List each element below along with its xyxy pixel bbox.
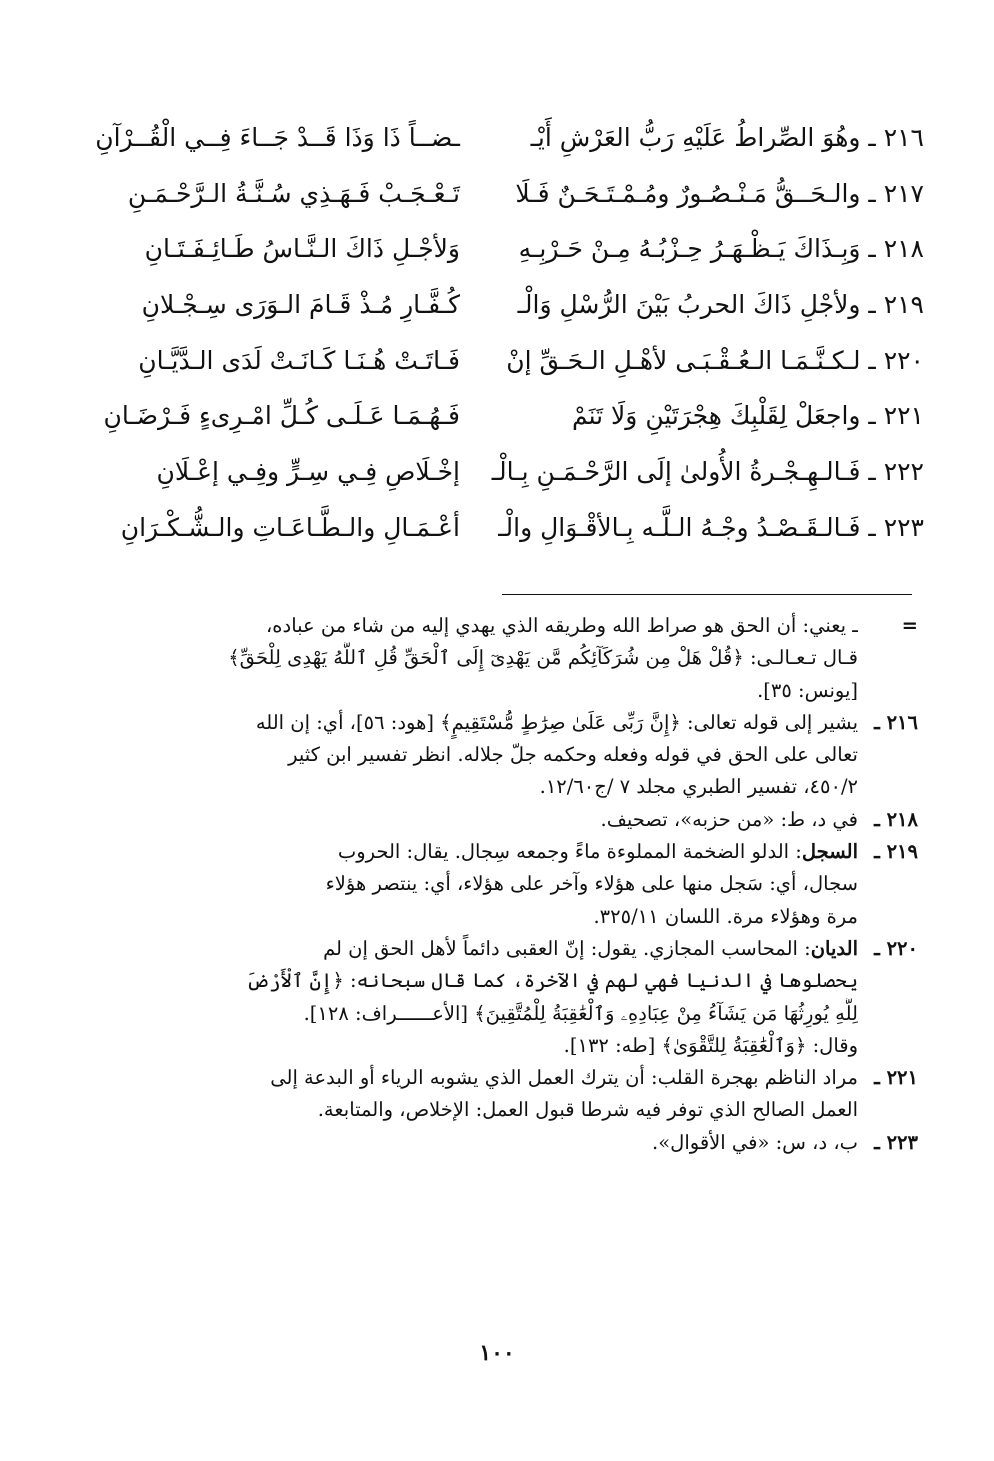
footnote-number: ٢١٩ ـ (874, 840, 918, 864)
verse-216-second-hemistich: ـضــاً ذَا وَذَا قَــدْ جَــاءَ فِــي الْقُــرْآنِ (95, 123, 460, 152)
verse-222 (40, 444, 924, 500)
footnotes (58, 610, 918, 1159)
verse-221-first-hemistich: ٢٢١ ـ واجعَلْ لِقَلْبِكَ هِجْرَتَيْنِ وَلَا تَنَمْ (571, 401, 924, 431)
footnote-number: ٢٢١ ـ (874, 1066, 918, 1090)
footnote-number: ٢٢٣ ـ (874, 1130, 918, 1154)
verse-217 (40, 166, 924, 222)
footnote-line: سجال، أي: سَجل منها على هؤلاء وآخر على هؤلاء، أي: ينتصر هؤلاء (325, 872, 858, 896)
footnote-221 (58, 1062, 918, 1127)
verse-219-second-hemistich: كُـفَّـارِ مُـذْ قَـامَ الـوَرَى سِـجْـلانِ (141, 290, 460, 320)
verse-223 (40, 500, 924, 556)
verse-219 (40, 277, 924, 333)
footnote-220 (58, 933, 918, 1062)
verse-223-second-hemistich: أعْـمَـالِ والـطَّـاعَـاتِ والـشُّـكْـرَانِ (120, 512, 460, 542)
verse-217-second-hemistich: تَـعْـجَـبْ فَـهَـذِي سُـنَّـةُ الـرَّحْـمَـنِ (127, 178, 460, 208)
footnote-223 (58, 1127, 918, 1159)
page-number: ١٠٠ (479, 1340, 515, 1366)
footnote-line (58, 933, 858, 965)
verse-220 (40, 333, 924, 389)
footnote-continued (58, 610, 918, 707)
verse-220-first-hemistich: ٢٢٠ ـ لـكـنَّـمَـا الـعُـقْـبَـى لأهْـلِ الـحَـقِّ إنْ (506, 345, 924, 375)
verse-223-first-hemistich: ٢٢٣ ـ فَـالـقَـصْـدُ وجْـهُ الـلَّـه بِـالأقْـوَالِ والْـ (498, 512, 924, 542)
footnote-line: مراد الناظم بهجرة القلب: أن يترك العمل الذي يشوبه الرياء أو البدعة إلى (270, 1066, 858, 1090)
defined-term: الديان (810, 936, 858, 960)
footnote-number: ٢٢٠ ـ (874, 936, 918, 960)
footnote-number: ٢١٨ ـ (874, 807, 918, 831)
footnote-line: تعالى على الحق في قوله وفعله وحكمه جلّ جلاله. انظر تفسير ابن كثير (288, 743, 858, 767)
footnote-line (58, 836, 858, 868)
defined-term: السجل (801, 840, 858, 864)
verse-217-first-hemistich: ٢١٧ ـ والـحَــقُّ مَـنْـصُـورٌ ومُـمْـتَـحَـنٌ فَـلَا (515, 178, 924, 208)
verse-222-second-hemistich: إخْـلَاصِ فِـي سِـرٍّ وفِـي إعْـلَانِ (156, 457, 460, 487)
verse-218 (40, 221, 924, 277)
footnote-line: ب، د، س: «في الأقوال». (652, 1130, 858, 1154)
footnote-line: مرة وهؤلاء مرة. اللسان ٣٢٥/١١. (593, 904, 858, 928)
verse-221 (40, 388, 924, 444)
footnote-line: قـال تـعـالـى: ﴿قُلْ هَلْ مِن شُرَكَآئِكُم مَّن يَهْدِىٓ إِلَى ٱلْحَقِّ قُلِ ٱللَّهُ يَهْدِى لِلْحَقِّ﴾ (228, 646, 858, 670)
footnote-line: ـ يعني: أن الحق هو صراط الله وطريقه الذي يهدي إليه من شاء من عباده، (266, 614, 858, 637)
footnote-line: في د، ط: «من حزبه»، تصحيف. (600, 807, 858, 831)
footnote-line: ٤٥٠/٢، تفسير الطبري مجلد ٧ /ج١٢/٦٠. (539, 775, 858, 799)
definition-text: : المحاسب المجازي. يقول: إنّ العقبى دائماً لأهل الحق إن لم (323, 936, 811, 960)
footnote-line: يحصلوها في الدنيا فهي لهم في الآخرة، كما قال سبحانه: ﴿إِنَّ ٱلْأَرْضَ (246, 969, 858, 993)
footnote-line: يشير إلى قوله تعالى: ﴿إِنَّ رَبِّى عَلَىٰ صِرَٰطٍ مُّسْتَقِيمٍ﴾ [هود: ٥٦]، أي: إن الله (255, 710, 858, 734)
verse-218-first-hemistich: ٢١٨ ـ وَبِـذَاكَ يَـظْـهَـرُ حِـزْبُـهُ مِـنْ حَـرْبِـهِ (518, 234, 924, 264)
verse-216 (40, 110, 924, 166)
footnote-line: لِلَّهِ يُورِثُهَا مَن يَشَآءُ مِنْ عِبَادِهِۦ وَٱلْعَٰقِبَةُ لِلْمُتَّقِينَ﴾ [الأعــــــراف: ١٢٨]. (303, 1001, 858, 1025)
footnote-line: [يونس: ٣٥]. (757, 678, 858, 702)
poem-verses (40, 110, 924, 556)
footnote-219 (58, 836, 918, 933)
verse-221-second-hemistich: فَـهُـمَـا عَـلَـى كُـلِّ امْـرِىءٍ فَـرْضَـانِ (103, 401, 460, 431)
footnote-218 (58, 804, 918, 836)
footnote-number: = (901, 614, 918, 637)
footnote-line: العمل الصالح الذي توفر فيه شرطا قبول العمل: الإخلاص، والمتابعة. (317, 1098, 858, 1122)
verse-220-second-hemistich: فَـاتَـتْ هُـنَـا كَـانَـتْ لَدَى الـدَّيَّـانِ (138, 345, 460, 375)
verse-216-first-hemistich: ٢١٦ ـ وهُوَ الصِّراطُ عَلَيْهِ رَبُّ العَرْشِ أَيْـ (530, 123, 924, 152)
verse-219-first-hemistich: ٢١٩ ـ ولأجْلِ ذَاكَ الحربُ بَيْنَ الرُّسْلِ وَالْـ (517, 290, 924, 320)
verse-222-first-hemistich: ٢٢٢ ـ فَـالـهِـجْـرةُ الأُولىٰ إلَى الرَّحْـمَـنِ بِـالْـ (491, 457, 924, 487)
footnote-number: ٢١٦ ـ (874, 710, 918, 734)
footnote-216 (58, 707, 918, 804)
footnote-line: وقال: ﴿وَٱلْعَٰقِبَةُ لِلتَّقْوَىٰ﴾ [طه: ١٣٢]. (563, 1033, 858, 1057)
definition-text: : الدلو الضخمة المملوءة ماءً وجمعه سِجال. يقال: الحروب (337, 840, 802, 864)
footnote-separator (502, 594, 912, 595)
verse-218-second-hemistich: وَلأجْـلِ ذَاكَ الـنَّـاسُ طَـائِـفَـتَـانِ (144, 234, 460, 264)
